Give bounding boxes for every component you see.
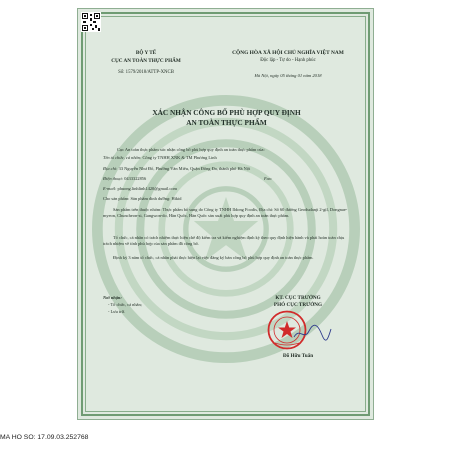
recipient-item: - Lưu trữ. bbox=[108, 309, 126, 314]
qr-code-icon bbox=[81, 12, 101, 32]
recipient-item: - Tổ chức, cá nhân; bbox=[108, 302, 142, 307]
intro-line: Cục An toàn thực phẩm xác nhận công bố phù hợp quy định an toàn thực phẩm của: bbox=[117, 147, 265, 152]
certificate bbox=[77, 8, 374, 420]
email-label: E-mail: bbox=[103, 186, 117, 191]
phone-line bbox=[103, 176, 146, 181]
email-value: phuong.linhlinh1420@gmail.com bbox=[117, 186, 177, 191]
dossier-code: MA HO SO: 17.09.03.252768 bbox=[0, 434, 89, 441]
producer-paragraph: Sản phẩm trên thuộc nhóm: Thực phẩm bổ sung do Công ty TNHH Ildong Foodis, Địa chỉ: Số 60 đường Geodudanji 2-gil, Dongnae-myeon, Chuncheon-si, Gangwon-do, Hàn Quốc, Hàn Quốc sản xuất phù hợp quy định an toàn thực phẩm. bbox=[103, 207, 348, 219]
recipients-label: Nơi nhận: bbox=[103, 295, 122, 300]
responsibility-paragraph: Tổ chức, cá nhân có trách nhiệm thực hiện chế độ kiểm tra và kiểm nghiệm định kỳ theo quy định hiện hành và phải hoàn toàn chịu trách nhiệm về tính phù hợp của sản phẩm đã công bố. bbox=[103, 235, 345, 247]
organization-value: Công ty TNHH XNK & TM Phương Linh bbox=[142, 155, 217, 160]
issuer-department: CỤC AN TOÀN THỰC PHẨM bbox=[111, 58, 181, 64]
address-line bbox=[103, 166, 250, 171]
organization-label: Tên tổ chức, cá nhân: bbox=[103, 155, 142, 160]
republic-heading: CỘNG HÒA XÃ HỘI CHỦ NGHĨA VIỆT NAM bbox=[232, 50, 344, 56]
signature-title: PHÓ CỤC TRƯỞNG bbox=[273, 302, 323, 308]
email-line bbox=[103, 186, 177, 191]
place-date: Hà Nội, ngày 05 tháng 01 năm 2018 bbox=[254, 73, 322, 78]
signature-authority: KT. CỤC TRƯỞNG bbox=[275, 295, 321, 301]
document-number: Số: 1579/2018/ATTP-XNCB bbox=[118, 70, 174, 75]
address-value: 33 Nguyễn Như Đổ, Phường Văn Miếu, Quận Đống Đa, thành phố Hà Nội bbox=[118, 166, 251, 171]
phone-label: Điện thoại: bbox=[103, 176, 124, 181]
address-label: Địa chỉ: bbox=[103, 166, 118, 171]
periodic-registration-paragraph: Định kỳ 3 năm tổ chức, cá nhân phải thực hiện lại việc đăng ký bản công bố phù hợp quy định an toàn thực phẩm. bbox=[113, 255, 314, 260]
organization-line bbox=[103, 155, 217, 160]
certificate-subtitle: AN TOÀN THỰC PHẨM bbox=[186, 118, 267, 127]
fax-label: Fax: bbox=[264, 176, 273, 181]
signer-name: Đỗ Hữu Tuấn bbox=[282, 353, 314, 359]
signature-scribble bbox=[292, 323, 332, 343]
national-motto: Độc lập - Tự do - Hạnh phúc bbox=[260, 58, 316, 63]
issuer-ministry: BỘ Y TẾ bbox=[135, 50, 157, 56]
certificate-title: XÁC NHẬN CÔNG BỐ PHÙ HỢP QUY ĐỊNH bbox=[152, 108, 301, 117]
product-line: Cho sản phẩm: Sản phẩm dinh dưỡng: Hikid bbox=[103, 196, 182, 201]
phone-value: 0433322856 bbox=[124, 176, 147, 181]
